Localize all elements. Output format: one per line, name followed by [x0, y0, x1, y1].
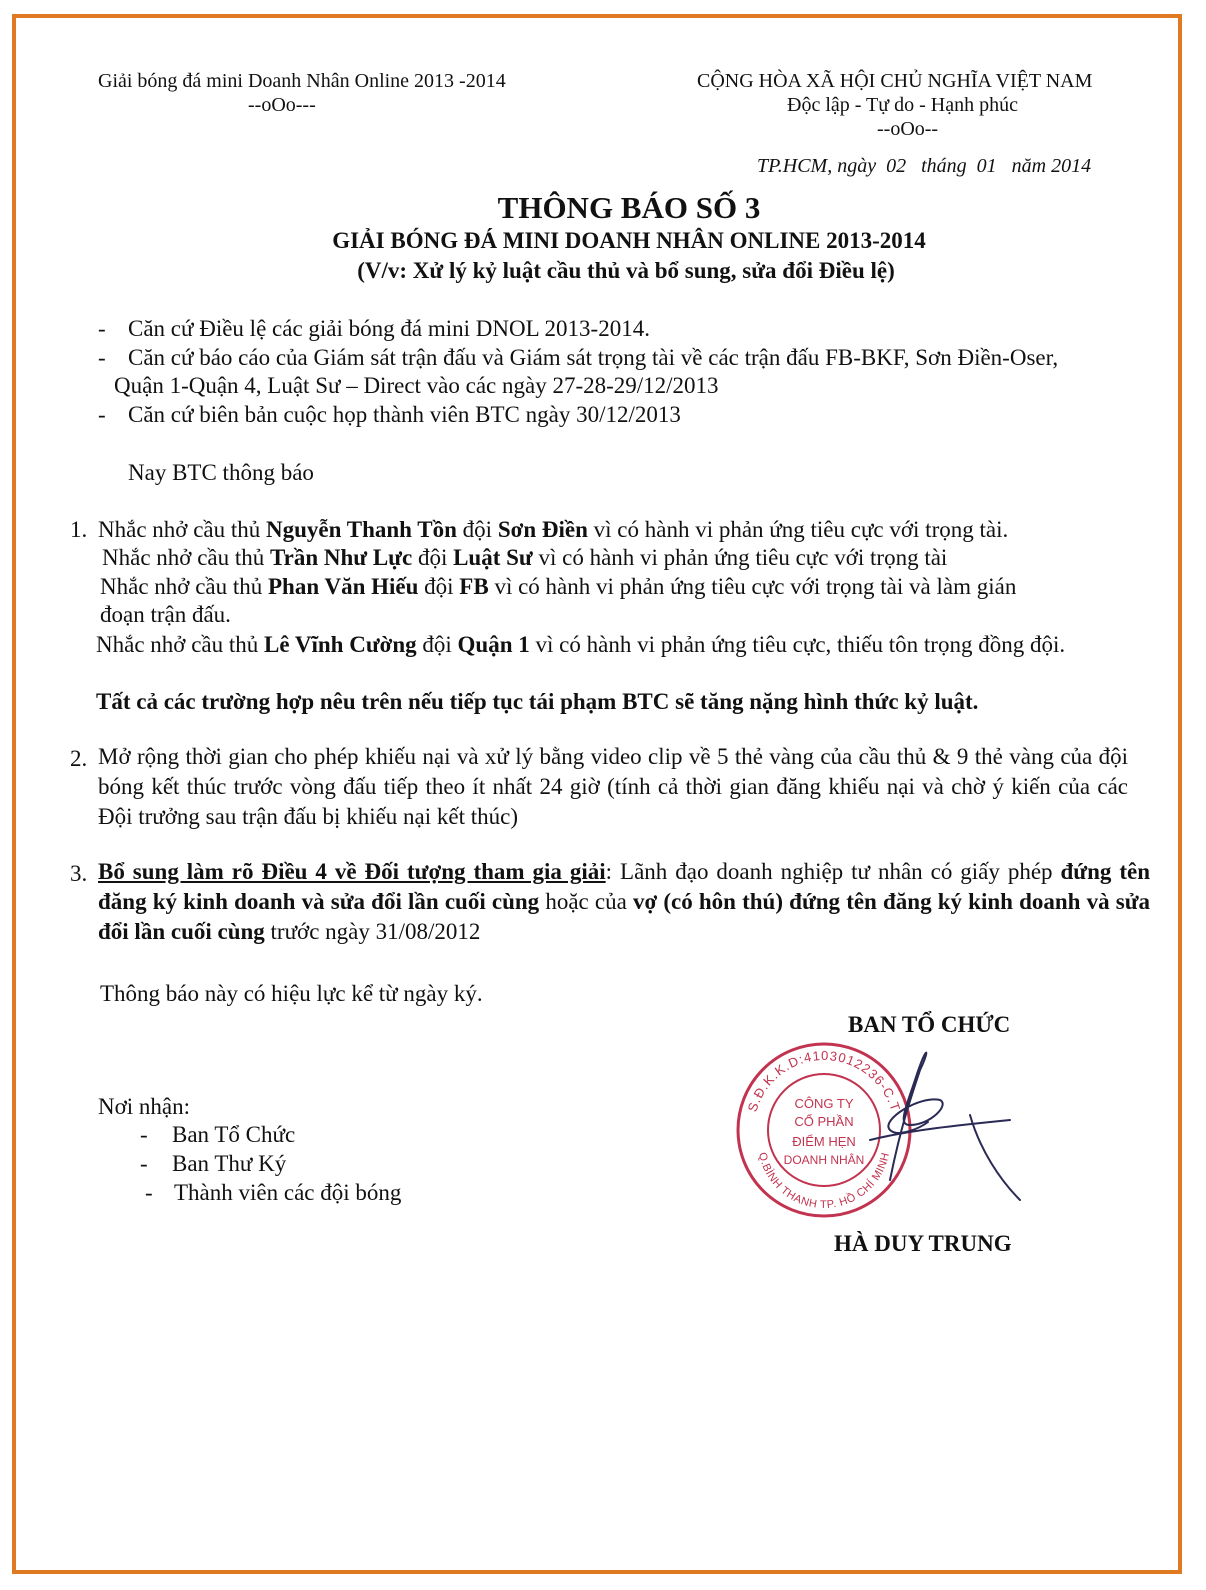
stamp-ring-bottom: Q.BÌNH THANH TP. HỒ CHÍ MINH [755, 1151, 893, 1212]
organizer-line: Giải bóng đá mini Doanh Nhân Online 2013 -2014 [98, 70, 506, 92]
reminder-line-cont: đoạn trận đấu. [100, 602, 231, 627]
recipient-item: Ban Tổ Chức [172, 1122, 296, 1147]
reminder-text: Nhắc nhở cầu thủ [102, 545, 270, 570]
signer-name: HÀ DUY TRUNG [834, 1231, 1012, 1256]
team-name: FB [459, 574, 489, 599]
stamp-line-2: CỔ PHẦN [794, 1114, 854, 1129]
item3-text-b: hoặc của [539, 889, 633, 914]
item2-text: Mở rộng thời gian cho phép khiếu nại và xử lý bằng video clip về 5 thẻ vàng của cầu thủ & 9 thẻ vàng của đội bóng kết thúc trước vòng đấu tiếp theo ít nhất 24 giờ (tính cả thời gian đăng khiếu nại và chờ ý kiến của các Đội trưởng sau trận đấu bị khiếu nại kết thúc) [98, 744, 1128, 829]
item3-text [98, 857, 1150, 947]
player-name: Trần Như Lực [270, 545, 413, 570]
reminder-line [96, 632, 1065, 658]
item3-heading: Bổ sung làm rõ Điều 4 về Đối tượng tham gia giải [98, 859, 606, 884]
dash: - [140, 1151, 148, 1176]
stamp-line-4: DOANH NHÂN [783, 1153, 865, 1167]
item3-bold-a: đứng tên đăng ký kinh doanh và sửa đổi lần cuối cùng [98, 859, 1151, 914]
team-word: đội [456, 517, 498, 542]
motto-line: Độc lập - Tự do - Hạnh phúc [787, 94, 1018, 116]
nation-line: CỘNG HÒA XÃ HỘI CHỦ NGHĨA VIỆT NAM [697, 70, 1093, 92]
reason-text: vì có hành vi phản ứng tiêu cực với trọng tài [532, 545, 948, 570]
document-subtitle: GIẢI BÓNG ĐÁ MINI DOANH NHÂN ONLINE 2013-2014 [332, 228, 926, 253]
date-line: TP.HCM, ngày 02 tháng 01 năm 2014 [757, 155, 1092, 177]
recipient-item: Ban Thư Ký [172, 1151, 287, 1176]
player-name: Lê Vĩnh Cường [264, 632, 417, 657]
basis-item: Căn cứ biên bản cuộc họp thành viên BTC ngày 30/12/2013 [128, 402, 681, 427]
player-name: Nguyễn Thanh Tồn [266, 517, 457, 542]
item3-bold-b: vợ (có hôn thú) đứng tên đăng ký kinh doanh và sửa đổi lần cuối cùng [98, 889, 1151, 944]
basis-item-cont: Quận 1-Quận 4, Luật Sư – Direct vào các ngày 27-28-29/12/2013 [114, 373, 719, 398]
team-name: Sơn Điền [497, 517, 588, 542]
dash: - [145, 1180, 153, 1205]
team-word: đội [418, 574, 460, 599]
basis-item: Căn cứ báo cáo của Giám sát trận đấu và Giám sát trọng tài về các trận đấu FB-BKF, Sơn Điền-Oser, [128, 345, 1059, 370]
handwritten-signature [770, 1030, 1030, 1210]
dash: - [98, 402, 106, 427]
document-subject: (V/v: Xử lý kỷ luật cầu thủ và bổ sung, sửa đổi Điều lệ) [357, 258, 895, 283]
item3-text-a: Lãnh đạo doanh nghiệp tư nhân có giấy phép [620, 859, 1061, 884]
dash: - [98, 345, 106, 370]
item3-colon: : [605, 859, 621, 884]
left-ornament: --oOo--- [248, 94, 316, 116]
reminder-line [102, 545, 947, 571]
team-name: Quận 1 [457, 632, 530, 657]
effect-text: Thông báo này có hiệu lực kể từ ngày ký. [100, 981, 483, 1006]
item-number: 1. [70, 517, 88, 542]
document-title: THÔNG BÁO SỐ 3 [497, 190, 761, 225]
reminder-text: Nhắc nhở cầu thủ [98, 517, 266, 542]
dash: - [140, 1122, 148, 1147]
reminder-line [100, 574, 1016, 600]
recipients-label: Nơi nhận: [98, 1094, 191, 1119]
item-number: 3. [70, 861, 88, 886]
item3-text-c: trước ngày 31/08/2012 [264, 919, 481, 944]
warning-text: Tất cả các trường hợp nêu trên nếu tiếp tục tái phạm BTC sẽ tăng nặng hình thức kỷ luật. [96, 689, 979, 714]
reason-text: vì có hành vi phản ứng tiêu cực với trọng tài và làm gián [488, 574, 1017, 599]
reminder-text: Nhắc nhở cầu thủ [96, 632, 264, 657]
team-word: đội [416, 632, 458, 657]
reminder-line [98, 517, 1008, 543]
intro-text: Nay BTC thông báo [128, 460, 314, 485]
recipient-item: Thành viên các đội bóng [174, 1180, 402, 1205]
stamp-line-1: CÔNG TY [794, 1096, 854, 1111]
reminder-text: Nhắc nhở cầu thủ [100, 574, 268, 599]
reason-text: vì có hành vi phản ứng tiêu cực, thiếu tôn trọng đồng đội. [529, 632, 1066, 657]
player-name: Phan Văn Hiếu [268, 574, 419, 599]
stamp-ring-top: S.Đ.K.K.D:4103012236-C.T [744, 1047, 904, 1114]
stamp-line-3: ĐIỂM HẸN [792, 1134, 856, 1149]
team-word: đội [412, 545, 454, 570]
signature-org: BAN TỔ CHỨC [848, 1012, 1011, 1037]
right-ornament: --oOo-- [877, 118, 939, 140]
team-name: Luật Sư [453, 545, 533, 570]
reason-text: vì có hành vi phản ứng tiêu cực với trọng tài. [587, 517, 1009, 542]
item-number: 2. [70, 746, 88, 771]
basis-item: Căn cứ Điều lệ các giải bóng đá mini DNOL 2013-2014. [128, 316, 650, 341]
dash: - [98, 316, 106, 341]
